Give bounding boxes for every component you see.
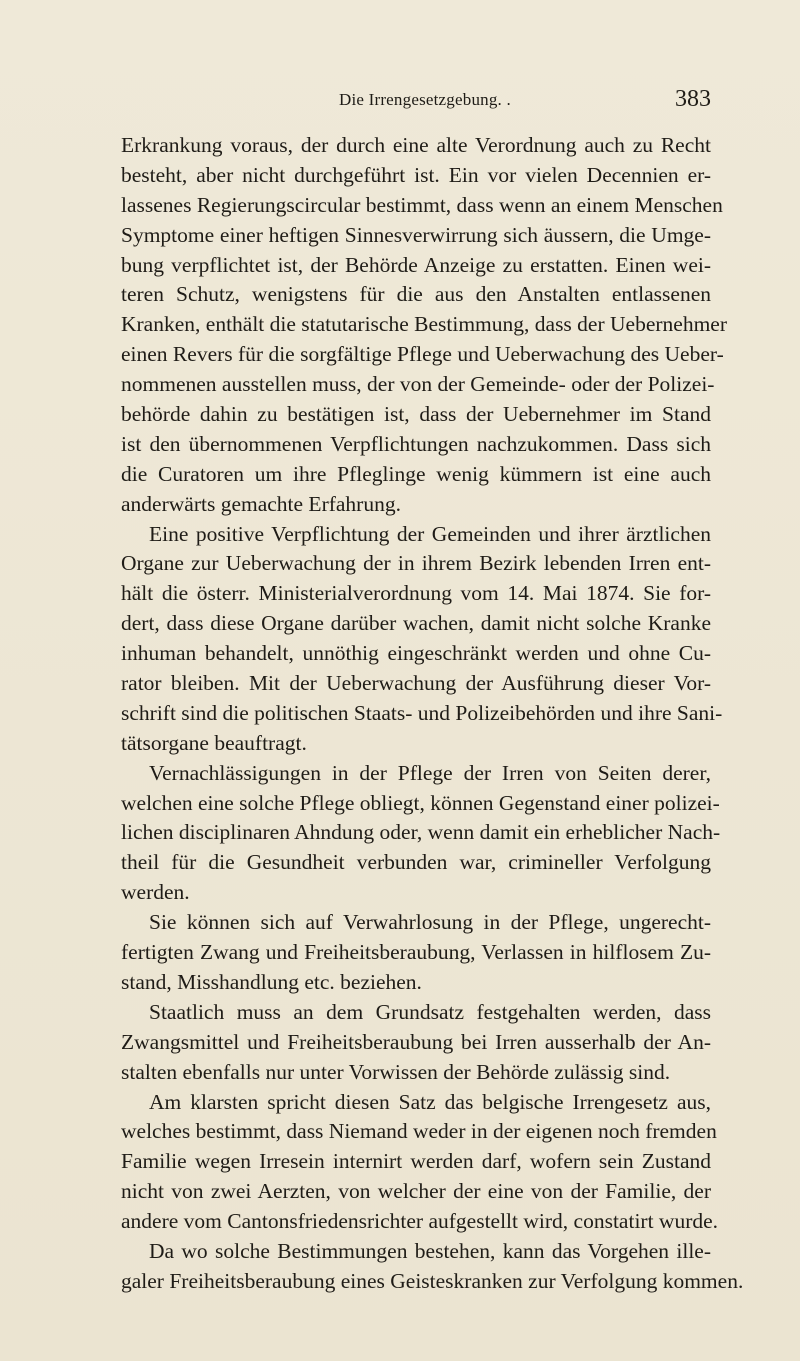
text-line: Am klarsten spricht diesen Satz das belgische Irrengesetz aus, bbox=[149, 1089, 711, 1114]
text-line: dert, dass diese Organe darüber wachen, damit nicht solche Kranke bbox=[121, 611, 711, 636]
text-line: einen Revers für die sorgfältige Pflege und Ueberwachung des Ueber- bbox=[121, 342, 724, 367]
text-line: stalten ebenfalls nur unter Vorwissen der Behörde zulässig sind. bbox=[121, 1059, 671, 1084]
text-line: Erkrankung voraus, der durch eine alte Verordnung auch zu Recht bbox=[121, 133, 711, 157]
text-line: Kranken, enthält die statutarische Bestimmung, dass der Uebernehmer bbox=[121, 312, 727, 337]
page-number: 383 bbox=[675, 86, 711, 112]
text-line: Organe zur Ueberwachung der in ihrem Bezirk lebenden Irren ent- bbox=[121, 551, 711, 576]
text-line: galer Freiheitsberaubung eines Geisteskranken zur Verfolgung kommen. bbox=[121, 1268, 744, 1293]
text-line: rator bleiben. Mit der Ueberwachung der Ausführung dieser Vor- bbox=[121, 671, 711, 696]
text-line: behörde dahin zu bestätigen ist, dass der Uebernehmer im Stand bbox=[121, 402, 711, 427]
text-line: schrift sind die politischen Staats- und Polizeibehörden und ihre Sani- bbox=[121, 700, 723, 725]
text-line: teren Schutz, wenigstens für die aus den Anstalten entlassenen bbox=[121, 282, 711, 307]
running-head bbox=[121, 86, 711, 116]
text-line: inhuman behandelt, unnöthig eingeschränkt werden und ohne Cu- bbox=[121, 641, 711, 666]
text-line: Sie können sich auf Verwahrlosung in der Pflege, ungerecht- bbox=[149, 910, 711, 935]
text-line: nommenen ausstellen muss, der von der Gemeinde- oder der Polizei- bbox=[121, 372, 715, 397]
text-line: hält die österr. Ministerialverordnung vom 14. Mai 1874. Sie for- bbox=[121, 581, 711, 606]
text-line: Symptome einer heftigen Sinnesverwirrung sich äussern, die Umge- bbox=[121, 222, 711, 247]
text-line: Vernachlässigungen in der Pflege der Irren von Seiten derer, bbox=[149, 760, 711, 785]
text-line: Familie wegen Irresein internirt werden darf, wofern sein Zustand bbox=[121, 1149, 711, 1174]
text-line: anderwärts gemachte Erfahrung. bbox=[121, 491, 401, 516]
text-line: lichen disciplinaren Ahndung oder, wenn damit ein erheblicher Nach- bbox=[121, 820, 721, 845]
text-line: werden. bbox=[121, 880, 190, 905]
text-line: theil für die Gesundheit verbunden war, crimineller Verfolgung bbox=[121, 850, 711, 875]
text-line: tätsorgane beauftragt. bbox=[121, 730, 307, 755]
text-line: Zwangsmittel und Freiheitsberaubung bei Irren ausserhalb der An- bbox=[121, 1029, 711, 1054]
text-line: bung verpflichtet ist, der Behörde Anzeige zu erstatten. Einen wei- bbox=[121, 252, 711, 277]
text-line: Staatlich muss an dem Grundsatz festgehalten werden, dass bbox=[149, 999, 711, 1024]
text-line: welchen eine solche Pflege obliegt, können Gegenstand einer polizei- bbox=[121, 790, 720, 815]
text-line: besteht, aber nicht durchgeführt ist. Ein vor vielen Decennien er- bbox=[121, 162, 711, 187]
text-line: ist den übernommenen Verpflichtungen nachzukommen. Dass sich bbox=[121, 431, 711, 456]
text-line: lassenes Regierungscircular bestimmt, dass wenn an einem Menschen bbox=[121, 192, 723, 217]
text-line: die Curatoren um ihre Pfleglinge wenig kümmern ist eine auch bbox=[121, 461, 711, 486]
text-line: nicht von zwei Aerzten, von welcher der eine von der Familie, der bbox=[121, 1179, 711, 1204]
text-line: andere vom Cantonsfriedensrichter aufgestellt wird, constatirt wurde. bbox=[121, 1209, 719, 1234]
running-title: Die Irrengesetzgebung. . bbox=[339, 90, 511, 109]
text-line: Eine positive Verpflichtung der Gemeinden und ihrer ärztlichen bbox=[149, 521, 711, 546]
text-line: welches bestimmt, dass Niemand weder in der eigenen noch fremden bbox=[121, 1119, 717, 1144]
text-line: stand, Misshandlung etc. beziehen. bbox=[121, 969, 422, 994]
text-line: fertigten Zwang und Freiheitsberaubung, Verlassen in hilflosem Zu- bbox=[121, 940, 711, 965]
text-line: Da wo solche Bestimmungen bestehen, kann das Vorgehen ille- bbox=[149, 1238, 711, 1263]
body-text bbox=[121, 131, 744, 1297]
